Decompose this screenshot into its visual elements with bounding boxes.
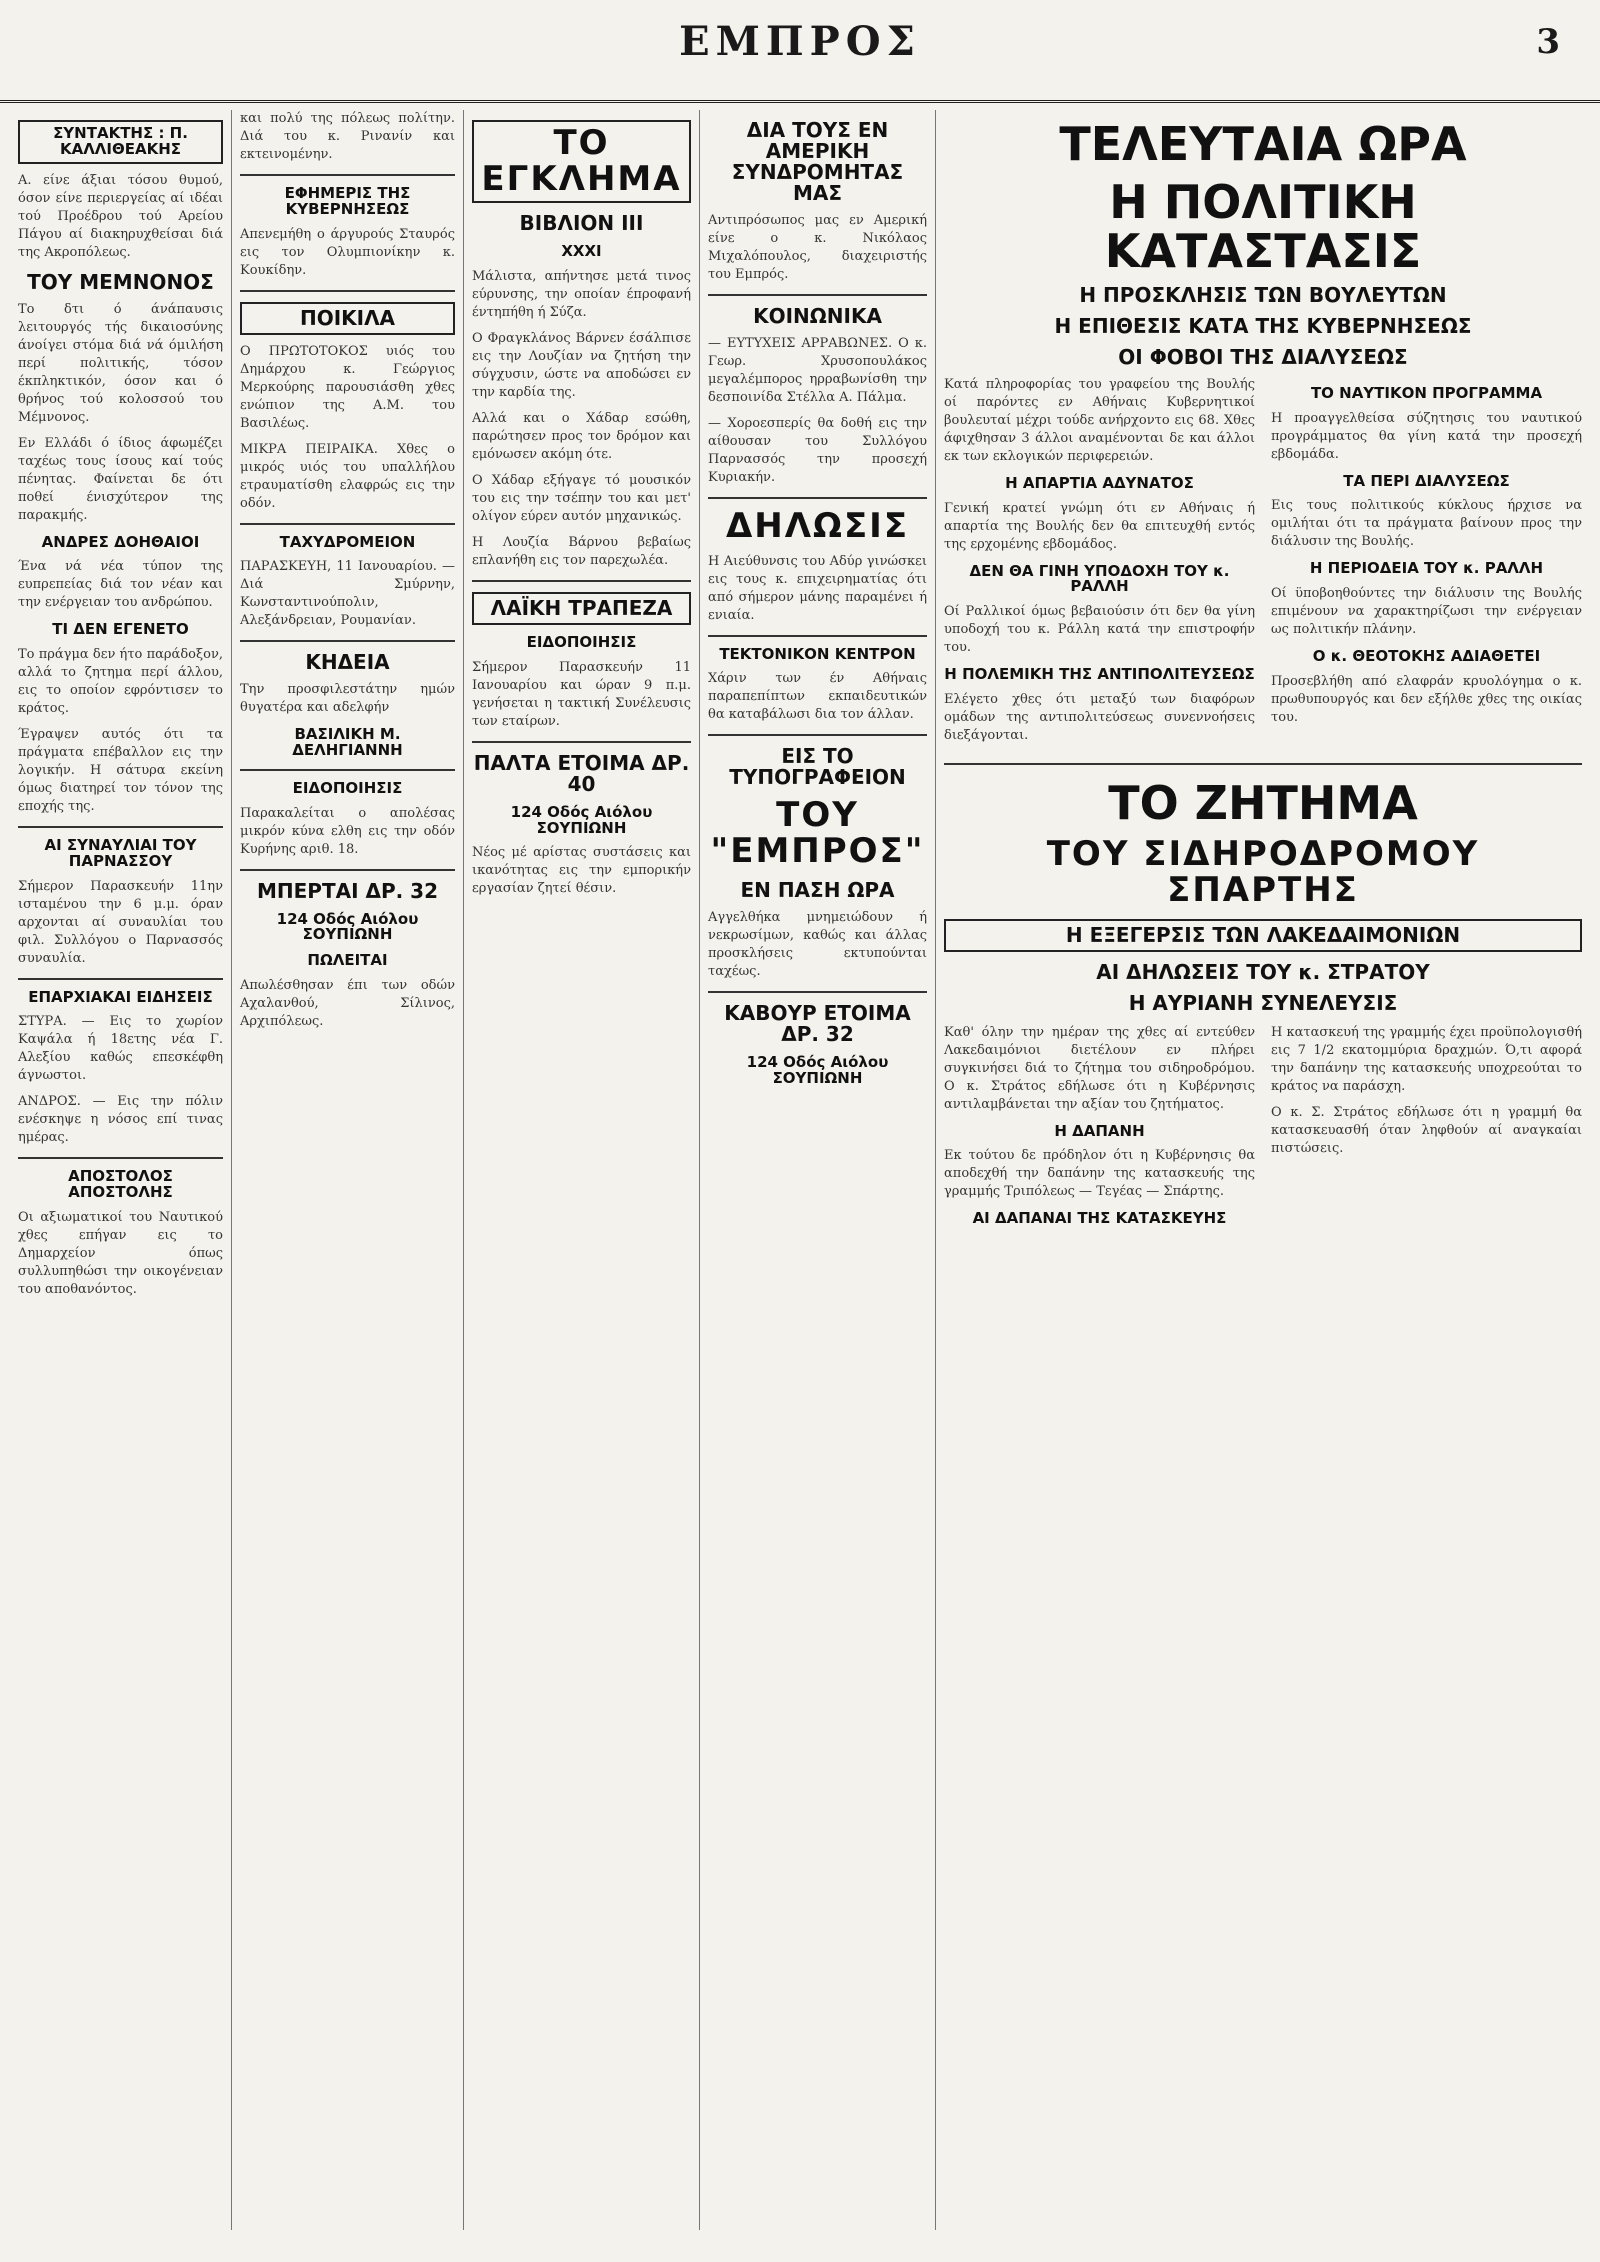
- divider: [472, 741, 691, 743]
- construction-costs-heading: ΑΙ ΔΑΠΑΝΑΙ ΤΗΣ ΚΑΤΑΣΚΕΥΗΣ: [972, 1209, 1227, 1228]
- attack-heading: Η ΕΠΙΘΕΣΙΣ ΚΑΤΑ ΤΗΣ ΚΥΒΕΡΝΗΣΕΩΣ: [1054, 313, 1472, 338]
- article-text: Το δτι ό άνάπαυσις λειτουργός τής δικαιοσύνης άνοίγει στόμα διά νά όμιλήση περί πολιτικής, τόσον έκπληκτικόν, όσον και ό θρήνος τού κολοσσού του Μέμνονος.: [18, 301, 223, 425]
- divider: [708, 635, 927, 637]
- article-text: Απωλέσθησαν έπι των οδών Αχαλανθού, Σίλινος, Αρχιπόλεως.: [240, 977, 455, 1029]
- theotokis-heading: Ο κ. ΘΕΟΤΟΚΗΣ ΑΔΙΑΘΕΤΕΙ: [1312, 647, 1541, 666]
- column-3: [464, 110, 700, 2230]
- uprising-heading: Η ΕΞΕΓΕΡΣΙΣ ΤΩΝ ΛΑΚΕΔΑΙΜΟΝΙΩΝ: [944, 919, 1582, 952]
- article-text: Χάριν των έν Αθήναις παραπεπίπτων εκπαιδευτικών θα καταβάλωσι δια τον άλλαν.: [708, 671, 927, 723]
- column-1: [10, 110, 232, 2230]
- article-text: ΜΙΚΡΑ ΠΕΙΡΑΙΚΑ. Χθες ο μικρός υιός του υπαλλήλου ετραυματίσθη ελαφρώς εις την οδόν.: [240, 441, 455, 511]
- article-text: Ο ΠΡΩΤΟΤΟΚΟΣ υιός του Δημάρχου κ. Γεώργιος Μερκούρης παρουσιάσθη χθες ενώπιον της Α.Μ. του Βασιλέως.: [240, 343, 455, 431]
- article-text: Η Λουζία Βάρνου βεβαίως επλανήθη εις τον παρεχωλέα.: [472, 535, 691, 569]
- article-text: Νέος μέ αρίστας συστάσεις και ικανότητας εις την εμπορικήν εργασίαν ζητεί θέσιν.: [472, 845, 691, 897]
- divider: [472, 580, 691, 582]
- article-text: Εκ τούτου δε πρόδηλον ότι η Κυβέρνησις θα αποδεχθή την δαπάνην της κατασκευής της γραμμής Τριπόλεως — Τεγέας — Σπάρτης.: [944, 1148, 1255, 1200]
- serial-chapter: ΧΧΧΙ: [561, 242, 602, 261]
- coats-ad-address: 124 Οδός Αιόλου ΣΟΥΠΙΩΝΗ: [510, 802, 653, 837]
- article-text: Οί ϋποβοηθούντες την διάλυσιν της Βουλής επιμένουν να χαρακτηρίζωσι την ενέργειαν ως πολιτικήν πλάνην.: [1271, 586, 1582, 638]
- article-text: Μάλιστα, απήντησε μετά τινος εύρυνσης, την οποίαν έπροφανή έντηπήθη ή Σύζα.: [472, 269, 691, 321]
- article-text: Γενική κρατεί γνώμη ότι εν Αθήναις ή απαρτία της Βουλής δεν θα επιτευχθή εντός της ερχομένης εβδομάδος.: [944, 500, 1255, 552]
- expense-heading: Η ΔΑΠΑΝΗ: [1054, 1121, 1145, 1140]
- article-text: Εν Ελλάδι ό ίδιος άφωμέζει ταχέως τους ίσους καί τούς πένητας. Φαίνεται δε ότι ποθεί ένισχύτερον της παρακμής.: [18, 435, 223, 523]
- article-text: Ο Χάδαρ εξήγαγε τό μουσικόν του εις την τσέπην του και μετ' ολίγον εύρεν αυτόν μηχανικώς.: [472, 473, 691, 525]
- article-text: και πολύ της πόλεως πολίτην. Διά του κ. Ρινανίν και εκτεινομένην.: [240, 111, 455, 162]
- article-text: Ένα νά νέα τύπον της ευπρεπείας διά τον νέαν και την ενέργειαν του ανδρώπου.: [18, 559, 223, 611]
- divider: [240, 640, 455, 642]
- article-text: Αντιπρόσωπος μας εν Αμερική είνε ο κ. Νικόλαος Μιχαλόπουλος, διαχειριστής του Εμπρός.: [708, 213, 927, 282]
- article-text: Καθ' όλην την ημέραν της χθες αί εντεύθεν Λακεδαιμόνιοι διετέλουν εν πλήρει συγκινήσει διά το ζήτημα του σιδηροδρόμου. Ο κ. Στράτος εδήλωσε ότι η Κυβέρνησις αντιλαμβάνεται την αξίαν του ζητήματος.: [944, 1024, 1255, 1112]
- serial-book: ΒΙΒΛΙΟΝ ΙΙΙ: [519, 211, 644, 236]
- article-text: Αλλά και ο Χάδαρ εσώθη, παρώτησεν προς τον δρόμον και εμόνωσεν ακόμη ότε.: [472, 411, 691, 463]
- article-text: — ΕΥΤΥΧΕΙΣ ΑΡΡΑΒΩΝΕΣ. Ο κ. Γεωρ. Χρυσοπουλάκος μεγαλέμπορος ηρραβωνίσθη την δεσποινίδα Στέλλα Α. Πάλμα.: [708, 336, 927, 405]
- article-text: Α. είνε άξιαι τόσου θυμού, όσον είνε περιεργείας αί ιδέαι τού Προέδρου τού Αρείου Πάγου αί διακηρυχθείσαι διά της Ακροπόλεως.: [18, 172, 223, 260]
- article-text: ΣΤΥΡΑ. — Εις το χωρίον Καψάλα ή 18ετης νέα Γ. Αλεξίου καθώς επεσκέφθη άγνωστοι.: [18, 1014, 223, 1084]
- ad-heading: ΜΠΕΡΤΑΙ ΔΡ. 32: [256, 878, 438, 903]
- men-heading: ΑΝΔΡΕΣ ΔΟΗΘΑΙΟΙ: [41, 532, 200, 551]
- printing-heading: ΕΙΣ ΤΟ ΤΥΠΟΓΡΑΦΕΙΟΝ: [729, 744, 906, 790]
- column-2: [232, 110, 464, 2230]
- provincial-news-heading: ΕΠΑΡΧΙΑΚΑΙ ΕΙΔΗΣΕΙΣ: [28, 987, 213, 1006]
- opposition-heading: Η ΠΟΛΕΜΙΚΗ ΤΗΣ ΑΝΤΙΠΟΛΙΤΕΥΣΕΩΣ: [944, 665, 1255, 684]
- divider: [240, 769, 455, 771]
- kavour-ad-heading: ΚΑΒΟΥΡ ΕΤΟΙΜΑ ΔΡ. 32: [724, 1000, 911, 1046]
- railway-columns: [944, 1024, 1582, 1236]
- printing-hours: ΕΝ ΠΑΣΗ ΩΡΑ: [740, 877, 895, 902]
- notice-heading: ΕΙΔΟΠΟΙΗΣΙΣ: [292, 778, 403, 797]
- funeral-heading: ΚΗΔΕΙΑ: [305, 650, 390, 675]
- article-text: ΠΑΡΑΣΚΕΥΗ, 11 Ιανουαρίου. — Διά Σμύρνην, Κωνσταντινούπολιν, Αλεξάνδρειαν, Ρουμανίαν.: [240, 559, 455, 629]
- naval-program-heading: ΤΟ ΝΑΥΤΙΚΟΝ ΠΡΟΓΡΑΜΜΑ: [1310, 383, 1543, 402]
- divider: [18, 978, 223, 980]
- article-text: Εις τους πολιτικούς κύκλους ήρχισε να ομιλήται ότι τα πράγματα βαίνουν προς την διάλυσιν της Βουλής.: [1271, 498, 1582, 550]
- news-columns: [944, 376, 1582, 753]
- coats-ad-heading: ΠΑΛΤΑ ΕΤΟΙΜΑ ΔΡ. 40: [473, 750, 690, 796]
- newspaper-title: ΕΜΠΡΟΣ: [679, 18, 921, 65]
- concerts-heading: ΑΙ ΣΥΝΑΥΛΙΑΙ ΤΟΥ ΠΑΡΝΑΣΣΟΥ: [44, 836, 197, 870]
- article-text: Ελέγετο χθες ότι μεταξύ των διαφόρων ομάδων της αντιπολιτεύσεως συνεννοήσεις διεξάγονται.: [944, 691, 1255, 743]
- page-number: 3: [1536, 22, 1560, 62]
- article-text: Αγγελθήκα μνημειώδουν ή νεκρωσίμων, καθώς και άλλας προσκλήσεις εκτυπούνται ταχέως.: [708, 909, 927, 979]
- editor-heading: ΣΥΝΤΑΚΤΗΣ : Π. ΚΑΛΛΙΘΕΑΚΗΣ: [18, 120, 223, 164]
- article-text: Ο κ. Σ. Στράτος εδήλωσε ότι η γραμμή θα κατασκευασθή όταν ληφθούν αί αναγκαίαι πιστώσεις.: [1271, 1104, 1582, 1156]
- article-text: Οι αξιωματικοί του Ναυτικού χθες επήγαν εις το Δημαρχείον όπως συλλυπηθώσι την οικογένειαν του αποθανόντος.: [18, 1209, 223, 1297]
- railway-left: [944, 1024, 1255, 1236]
- article-text: ΑΝΔΡΟΣ. — Εις την πόλιν ενέσκηψε η νόσος επί τινας ημέρας.: [18, 1094, 223, 1146]
- social-heading: ΚΟΙΝΩΝΙΚΑ: [753, 304, 882, 328]
- article-text: Απενεμήθη ο άργυρούς Σταυρός εις τον Ολυμπιονίκην κ. Κουκίδην.: [240, 226, 455, 278]
- deceased-name: ΒΑΣΙΛΙΚΗ Μ. ΔΕΛΗΓΙΑΝΝΗ: [292, 725, 403, 759]
- divider: [708, 294, 927, 296]
- divider: [944, 763, 1582, 765]
- what-happened-heading: ΤΙ ΔΕΝ ΕΓΕΝΕΤΟ: [52, 620, 189, 639]
- fears-heading: ΟΙ ΦΟΒΟΙ ΤΗΣ ΔΙΑΛΥΣΕΩΣ: [1118, 344, 1408, 369]
- serial-title: ΤΟ ΕΓΚΛΗΜΑ: [472, 120, 691, 203]
- bank-heading: ΛΑΪΚΗ ΤΡΑΠΕΖΑ: [472, 592, 691, 625]
- news-right: [1271, 376, 1582, 753]
- article-text: Η κατασκευή της γραμμής έχει προϋπολογισθή εις 7 1/2 εκατομμύρια δραχμών. Ό,τι αφορά την δαπάνην της κατασκευής υποχρεούται το κράτος να παράσχη.: [1271, 1024, 1582, 1094]
- article-text: Η προαγγελθείσα σύζητησις του ναυτικού προγράμματος θα γίνη κατά την προσεχή εβδομάδα.: [1271, 410, 1582, 462]
- miscellany-heading: ΠΟΙΚΙΛΑ: [240, 302, 455, 335]
- america-heading: ΔΙΑ ΤΟΥΣ ΕΝ ΑΜΕΡΙΚΗ ΣΥΝΔΡΟΜΗΤΑΣ ΜΑΣ: [731, 118, 904, 205]
- divider: [240, 869, 455, 871]
- article-text: Ο Φραγκλάνος Βάρνεν έσάλπισε εις την Λουζίαν να ζητήση την σύγχυσιν, ώστε να αποδώσει εν την καρδία της.: [472, 331, 691, 401]
- memnon-heading: ΤΟΥ ΜΕΜΝΟΝΟΣ: [27, 269, 214, 294]
- divider: [18, 826, 223, 828]
- railway-block: [944, 775, 1582, 1015]
- article-text: Σήμερον Παρασκευήν 11 Ιανουαρίου και ώραν 9 π.μ. γενήσεται η τακτική Συνέλευσις των εταίρων.: [472, 659, 691, 729]
- divider: [708, 734, 927, 736]
- article-text: Οί Ραλλικοί όμως βεβαιούσιν ότι δεν θα γίνη υποδοχή του κ. Ράλλη κατά την επιστροφήν του.: [944, 604, 1255, 656]
- for-sale-heading: ΠΩΛΕΙΤΑΙ: [307, 951, 388, 969]
- divider: [240, 174, 455, 176]
- quorum-heading: Η ΑΠΑΡΤΙΑ ΑΔΥΝΑΤΟΣ: [1005, 473, 1194, 492]
- divider: [708, 497, 927, 499]
- article-text: Την προσφιλεστάτην ημών θυγατέρα και αδελφήν: [240, 682, 455, 716]
- post-office-heading: ΤΑΧΥΔΡΟΜΕΙΟΝ: [279, 532, 416, 551]
- article-text: Κατά πληροφορίας του γραφείου της Βουλής οί παρόντες εν Αθήναις Κυβερνητικοί βουλευταί μέχρι τούδε ανήρχοντο εις 68. Χθες άφιχθησαν 3 άλλοι αναμένονται δε και άλλοι εκ των εκλογικών περιφερειών.: [944, 376, 1255, 464]
- issue-heading: ΤΟ ΖΗΤΗΜΑ: [1108, 775, 1418, 830]
- article-text: Προσεβλήθη από ελαφράν κρυολόγημα ο κ. πρωθυπουργός και δεν εξήλθε χθες της οικίας του.: [1271, 673, 1582, 725]
- article-text: Το πράγμα δεν ήτο παράδοξον, αλλά το ζητημα περί άλλου, εις το οποίον εφρόντισεν το κράτος.: [18, 647, 223, 716]
- notice-heading: ΕΙΔΟΠΟΙΗΣΙΣ: [526, 633, 637, 652]
- divider: [240, 523, 455, 525]
- railway-heading: ΤΟΥ ΣΙΔΗΡΟΔΡΟΜΟΥ ΣΠΑΡΤΗΣ: [1046, 834, 1480, 910]
- article-text: — Χοροεσπερίς θα δοθή εις την αίθουσαν του Συλλόγου Παρνασσός την προσεχή Κυριακήν.: [708, 416, 927, 485]
- masthead: [0, 8, 1600, 103]
- statements-heading: ΑΙ ΔΗΛΩΣΕΙΣ ΤΟΥ κ. ΣΤΡΑΤΟΥ: [1096, 959, 1430, 984]
- no-reception-heading: ΔΕΝ ΘΑ ΓΙΝΗ ΥΠΟΔΟΧΗ ΤΟΥ κ. ΡΑΛΛΗ: [969, 561, 1230, 596]
- declaration-heading: ΔΗΛΩΣΙΣ: [725, 506, 910, 546]
- tour-heading: Η ΠΕΡΙΟΔΕΙΑ ΤΟΥ κ. ΡΑΛΛΗ: [1309, 559, 1544, 578]
- column-5: [936, 110, 1590, 2230]
- gazette-heading: ΕΦΗΜΕΡΙΣ ΤΗΣ ΚΥΒΕΡΝΗΣΕΩΣ: [284, 184, 411, 218]
- ad-address: 124 Οδός Αιόλου ΣΟΥΠΙΩΝΗ: [276, 909, 419, 944]
- last-hour-heading: ΤΕΛΕΥΤΑΙΑ ΩΡΑ: [1059, 117, 1467, 171]
- dissolution-heading: ΤΑ ΠΕΡΙ ΔΙΑΛΥΣΕΩΣ: [1343, 471, 1510, 490]
- divider: [240, 290, 455, 292]
- article-text: Έγραψεν αυτός ότι τα πράγματα επέβαλλον εις την λογικήν. Η σάτυρα εκείνη όμως διατηρεί τον τόνον της εποχής της.: [18, 727, 223, 814]
- divider: [708, 991, 927, 993]
- apostolos-heading: ΑΠΟΣΤΟΛΟΣ ΑΠΟΣΤΟΛΗΣ: [68, 1167, 173, 1201]
- kavour-ad-address: 124 Οδός Αιόλου ΣΟΥΠΙΩΝΗ: [746, 1052, 889, 1087]
- article-text: Παρακαλείται ο απολέσας μικρόν κύνα ελθη εις την οδόν Κυρήνης αριθ. 18.: [240, 805, 455, 857]
- article-text: Η Αιεύθυνσις του Αδύρ γινώσκει εις τους κ. επιχειρηματίας ότι από σήμερον μάνης παραμένει ή ενιαία.: [708, 553, 927, 623]
- printing-name: ΤΟΥ "ΕΜΠΡΟΣ": [710, 795, 925, 872]
- assembly-heading: Η ΑΥΡΙΑΝΗ ΣΥΝΕΛΕΥΣΙΣ: [1128, 990, 1398, 1015]
- masonic-heading: ΤΕΚΤΟΝΙΚΟΝ ΚΕΝΤΡΟΝ: [719, 644, 916, 663]
- news-left: [944, 376, 1255, 753]
- invitation-heading: Η ΠΡΟΣΚΛΗΣΙΣ ΤΩΝ ΒΟΥΛΕΥΤΩΝ: [1079, 282, 1447, 307]
- railway-right: [1271, 1024, 1582, 1236]
- divider: [18, 1157, 223, 1159]
- article-text: Σήμερον Παρασκευήν 11ην ισταμένου την 6 μ.μ. όραν αρχονται αί συναυλίαι του φιλ. Συλλόγου ο Παρνασσός συναυλία.: [18, 878, 223, 966]
- political-situation-heading: Η ΠΟΛΙΤΙΚΗ ΚΑΤΑΣΤΑΣΙΣ: [1104, 175, 1422, 278]
- column-4: [700, 110, 936, 2230]
